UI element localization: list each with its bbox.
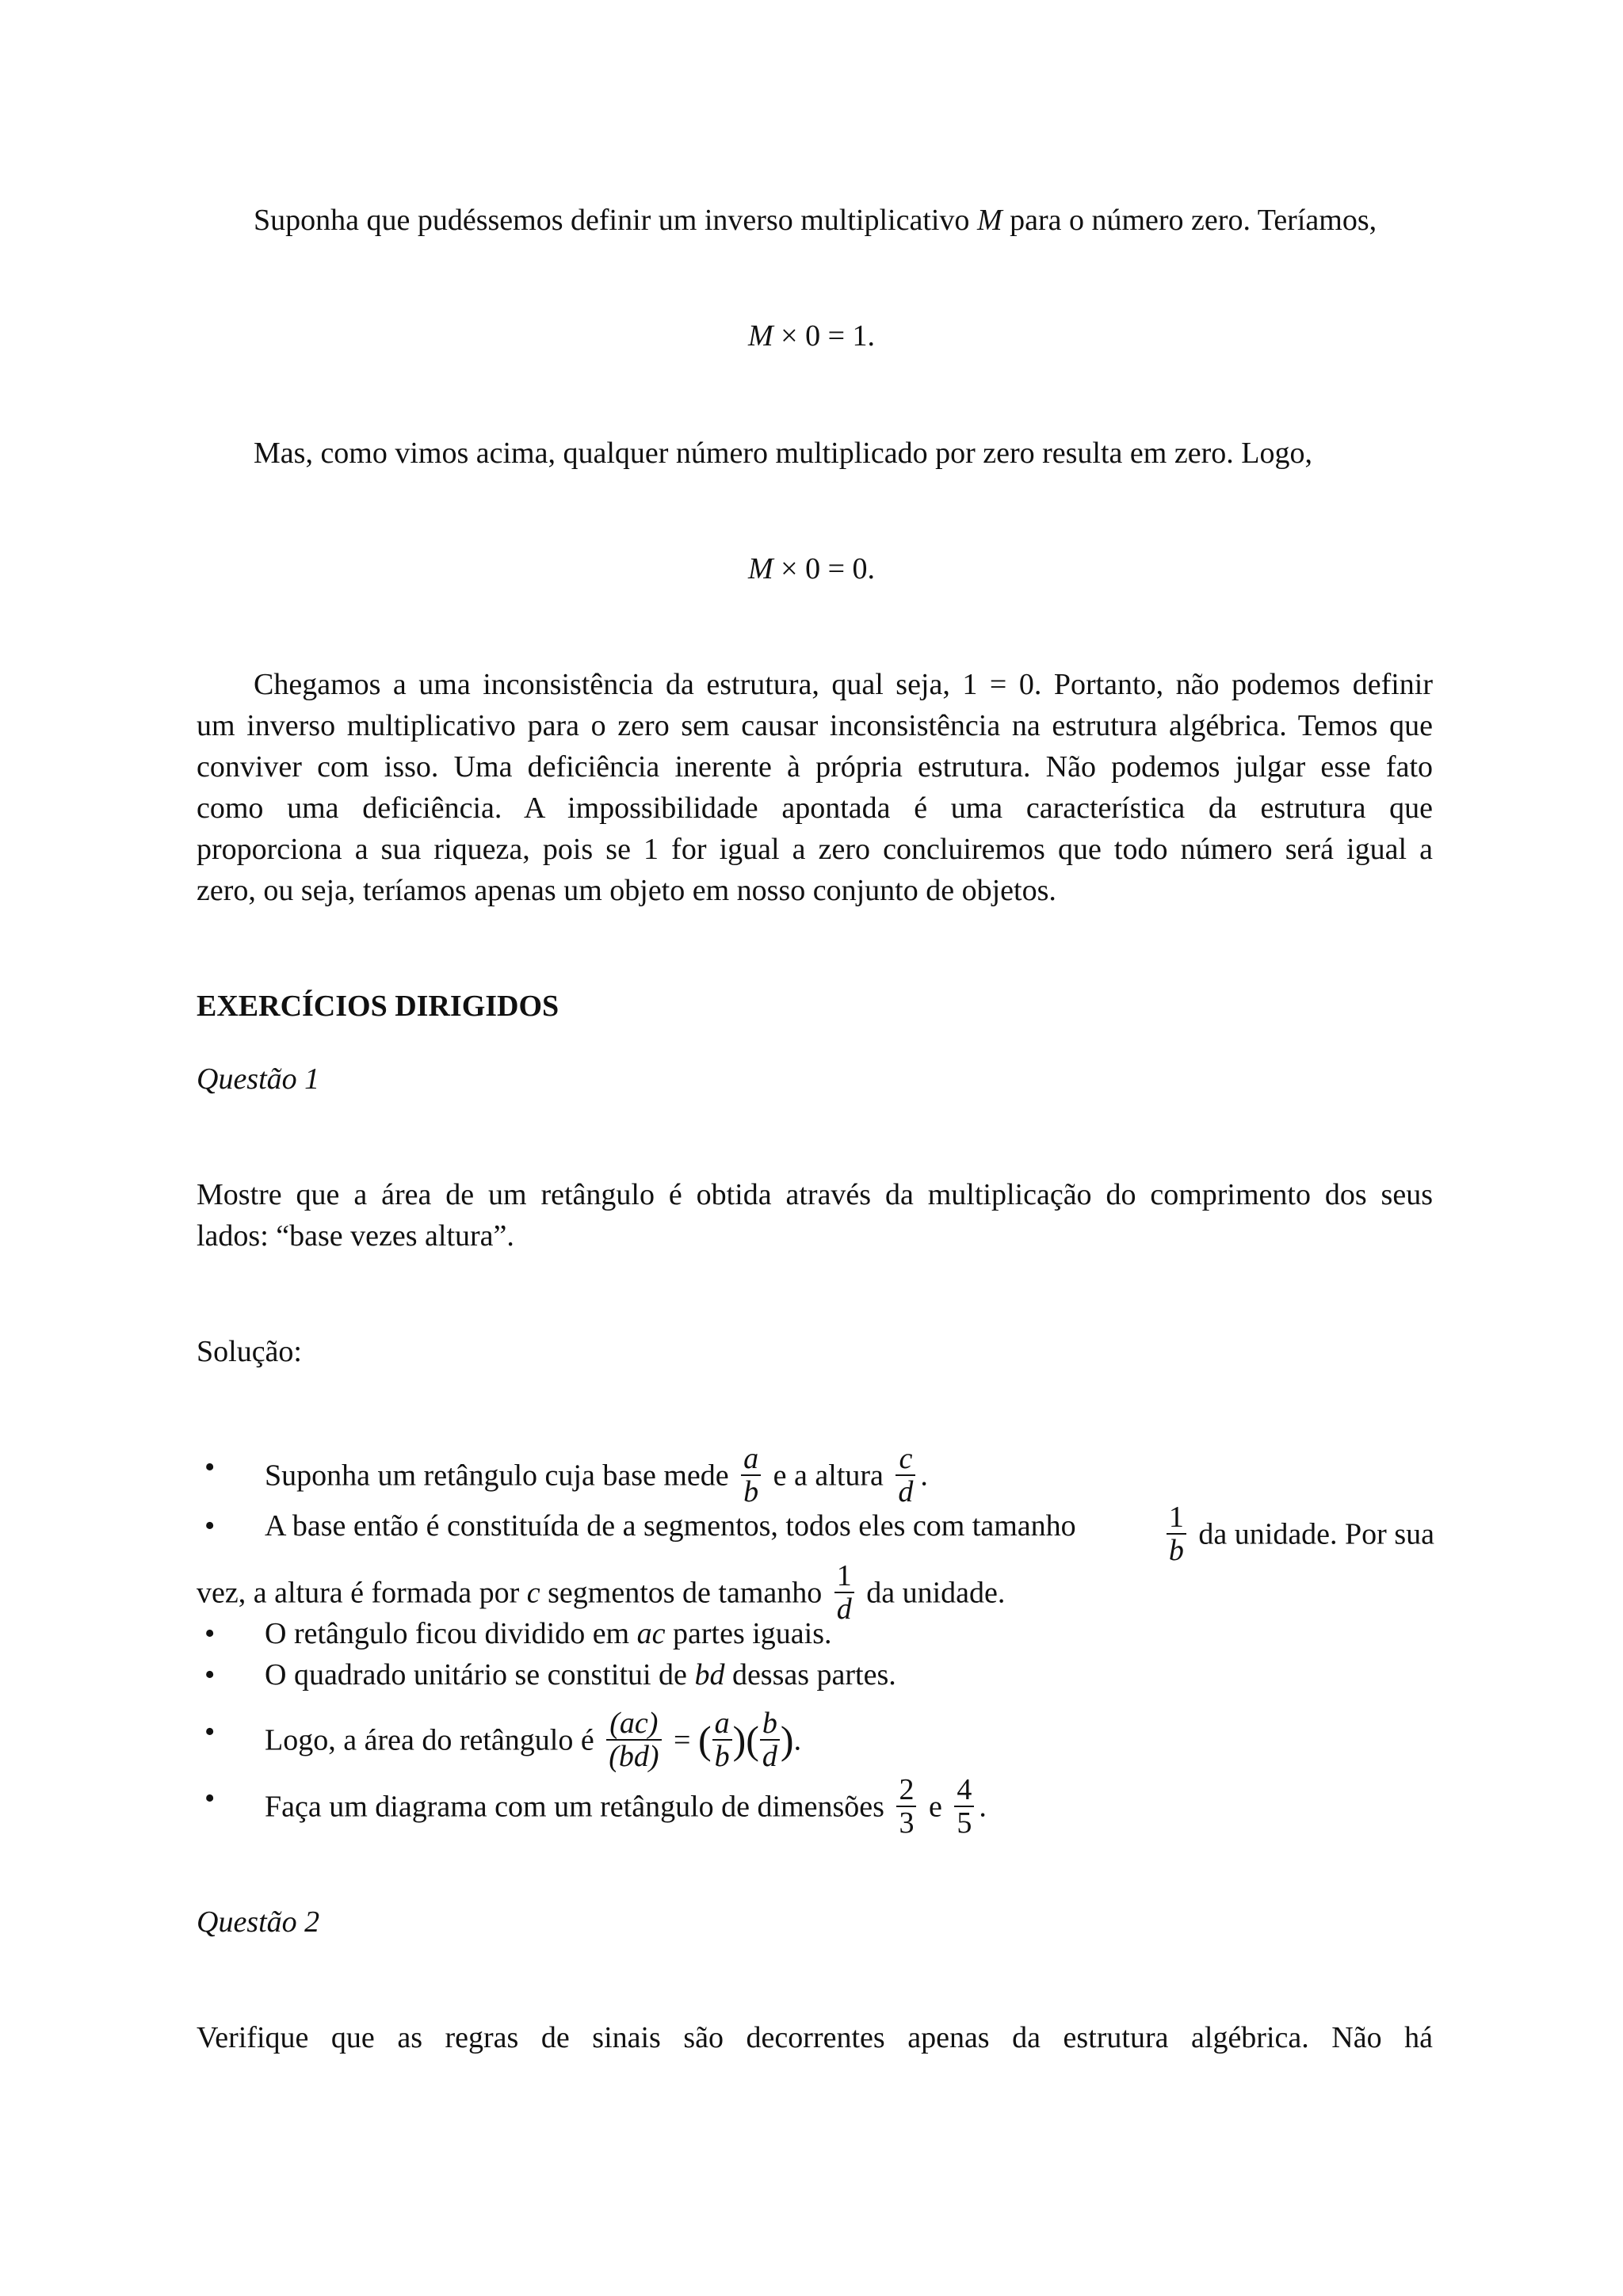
bullet-item-3: O retângulo ficou dividido em ac partes iguais. [265,1617,832,1650]
bullet-marker: • [204,1509,216,1543]
bullet-item-2-continued: vez, a altura é formada por c segmentos de tamanho $\frac{1}{d}$ da unidade. [197,1559,1006,1626]
fraction-c-over-d: $\frac{c}{d}$ [896,1444,915,1507]
paragraph-line-5: proporciona a sua riqueza, pois se 1 for igual a zero concluiremos que todo número será igual a [197,833,1433,866]
fraction-1-over-b: $\frac{1}{b}$ [1167,1502,1186,1566]
question-1-label: Questão 1 [197,1062,320,1096]
paragraph-multiplied-by-zero: Mas, como vimos acima, qualquer número multiplicado por zero resulta em zero. Logo, [254,437,1312,470]
bullet-marker: • [204,1782,216,1815]
paragraph-line-4: como uma deficiência. A impossibilidade apontada é uma característica da estrutura que [197,791,1433,825]
question-2-text-line-1: Verifique que as regras de sinais são decorrentes apenas da estrutura algébrica. Não há [197,2021,1433,2054]
equation-m-times-zero-zero: M × 0 = 0. [747,552,876,585]
paragraph-line-1: Chegamos a uma inconsistência da estrutura, qual seja, 1 = 0. Portanto, não podemos definir [254,668,1433,701]
bullet-item-4: O quadrado unitário se constitui de bd dessas partes. [265,1658,896,1691]
bullet-item-5: Logo, a área do retângulo é $\frac{(ac)}{(bd)}$ = ( $\frac{a}{b}$ )( $\frac{b}{d}$ ). [265,1707,802,1773]
question-1-text-line-1: Mostre que a área de um retângulo é obtida através da multiplicação do comprimento dos seus [197,1178,1433,1211]
bullet-marker: • [204,1617,216,1650]
fraction-ac-over-bd: $\frac{(ac)}{(bd)}$ [606,1708,661,1772]
bullet-marker: • [204,1715,216,1749]
paragraph-line-3: conviver com isso. Uma deficiência inerente à própria estrutura. Não podemos julgar esse fato [197,750,1433,784]
fraction-2-over-3: $\frac{2}{3}$ [896,1775,916,1838]
paragraph-line-2: um inverso multiplicativo para o zero sem causar inconsistência na estrutura algébrica. Temos que [197,709,1433,742]
solution-label: Solução: [197,1335,302,1368]
fraction-1-over-d: $\frac{1}{d}$ [834,1561,854,1624]
section-heading: EXERCÍCIOS DIRIGIDOS [197,990,559,1023]
fraction-4-over-5: $\frac{4}{5}$ [954,1775,974,1838]
question-2-label: Questão 2 [197,1905,320,1939]
bullet-item-6: Faça um diagrama com um retângulo de dimensões $\frac{2}{3}$ e $\frac{4}{5}$ . [265,1773,987,1840]
fraction-a-over-b: $\frac{a}{b}$ [712,1708,732,1772]
bullet-marker: • [204,1658,216,1691]
paragraph-intro: Suponha que pudéssemos definir um inverso multiplicativo M para o número zero. Teríamos, [254,204,1377,237]
fraction-b-over-d: $\frac{b}{d}$ [760,1708,780,1772]
fraction-a-over-b: $\frac{a}{b}$ [741,1444,761,1507]
equation-m-times-zero-one: M × 0 = 1. [747,319,876,353]
variable-m: M [976,204,1002,237]
bullet-item-1: Suponha um retângulo cuja base mede $\frac{a}{b}$ e a altura $\frac{c}{d}$ . [265,1442,928,1508]
paragraph-line-6: zero, ou seja, teríamos apenas um objeto em nosso conjunto de objetos. [197,874,1056,907]
bullet-item-2: A base então é constituída de a segmentos, todos eles com tamanho $\frac{1}{b}$ da unidade. Por sua [265,1501,1434,1567]
question-1-text-line-2: lados: “base vezes altura”. [197,1219,514,1253]
bullet-marker: • [204,1451,216,1484]
